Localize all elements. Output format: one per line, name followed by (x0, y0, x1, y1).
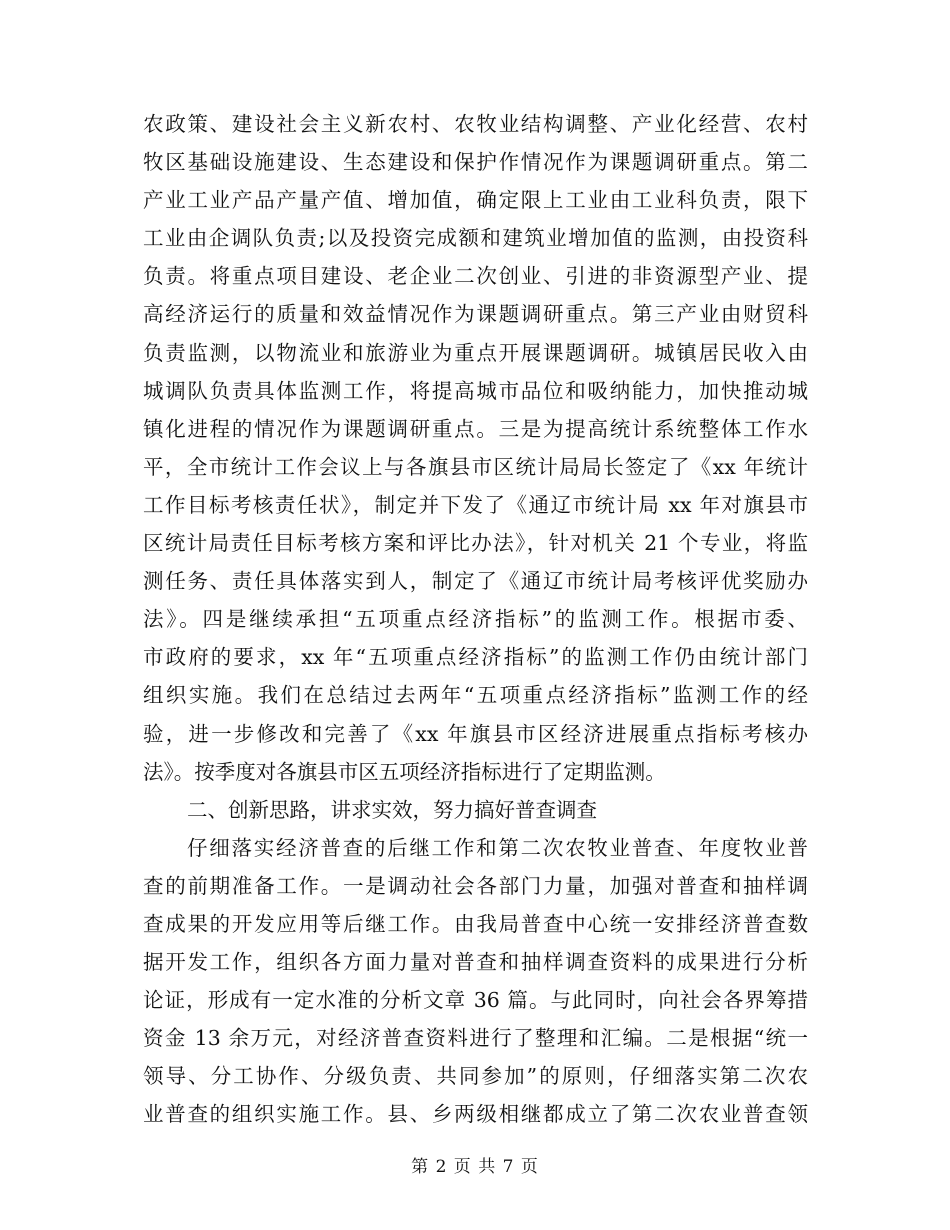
text-line: 组织实施。我们在总结过去两年“五项重点经济指标”监测工作的经 (143, 683, 808, 708)
text-line: 负责监测，以物流业和旅游业为重点开展课题调研。城镇居民收入由 (143, 340, 808, 365)
text-line: 据开发工作，组织各方面力量对普查和抽样调查资料的成果进行分析 (143, 950, 808, 975)
text-line: 资金 13 余万元，对经济普查资料进行了整理和汇编。二是根据“统一 (143, 1026, 808, 1051)
text-line: 论证，形成有一定水准的分析文章 36 篇。与此同时，向社会各界筹措 (143, 988, 808, 1013)
body-text (143, 105, 808, 1134)
text-line: 业普查的组织实施工作。县、乡两级相继都成立了第二次农业普查领 (143, 1102, 808, 1127)
text-line: 市政府的要求，xx 年“五项重点经济指标”的监测工作仍由统计部门 (143, 645, 808, 670)
text-line: 法》。四是继续承担“五项重点经济指标”的监测工作。根据市委、 (143, 607, 808, 632)
text-line: 城调队负责具体监测工作，将提高城市品位和吸纳能力，加快推动城 (143, 378, 808, 403)
text-line: 区统计局责任目标考核方案和评比办法》，针对机关 21 个专业，将监 (143, 531, 808, 556)
text-line: 领导、分工协作、分级负责、共同参加”的原则，仔细落实第二次农 (143, 1064, 808, 1089)
text-line: 牧区基础设施建设、生态建设和保护作情况作为课题调研重点。第二 (143, 150, 808, 175)
text-line: 查成果的开发应用等后继工作。由我局普查中心统一安排经济普查数 (143, 911, 808, 936)
page-number-footer: 第 2 页 共 7 页 (411, 1157, 539, 1177)
text-line: 产业工业产品产量产值、增加值，确定限上工业由工业科负责，限下 (143, 188, 808, 213)
section-heading: 二、创新思路，讲求实效，努力搞好普查调查 (187, 797, 597, 822)
text-line: 平，全市统计工作会议上与各旗县市区统计局局长签定了《xx 年统计 (143, 454, 808, 479)
text-line: 负责。将重点项目建设、老企业二次创业、引进的非资源型产业、提 (143, 264, 808, 289)
text-line: 查的前期准备工作。一是调动社会各部门力量，加强对普查和抽样调 (143, 873, 808, 898)
text-line: 法》。按季度对各旗县市区五项经济指标进行了定期监测。 (143, 759, 666, 784)
text-line: 高经济运行的质量和效益情况作为课题调研重点。第三产业由财贸科 (143, 302, 808, 327)
text-line: 镇化进程的情况作为课题调研重点。三是为提高统计系统整体工作水 (143, 416, 808, 441)
text-line: 工作目标考核责任状》，制定并下发了《通辽市统计局 xx 年对旗县市 (143, 492, 808, 517)
text-line: 验，进一步修改和完善了《xx 年旗县市区经济进展重点指标考核办 (143, 721, 808, 746)
text-line: 工业由企调队负责;以及投资完成额和建筑业增加值的监测，由投资科 (143, 226, 808, 251)
text-line: 测任务、责任具体落实到人，制定了《通辽市统计局考核评优奖励办 (143, 569, 808, 594)
text-line: 农政策、建设社会主义新农村、农牧业结构调整、产业化经营、农村 (143, 112, 808, 136)
text-line: 仔细落实经济普查的后继工作和第二次农牧业普查、年度牧业普 (187, 835, 808, 860)
